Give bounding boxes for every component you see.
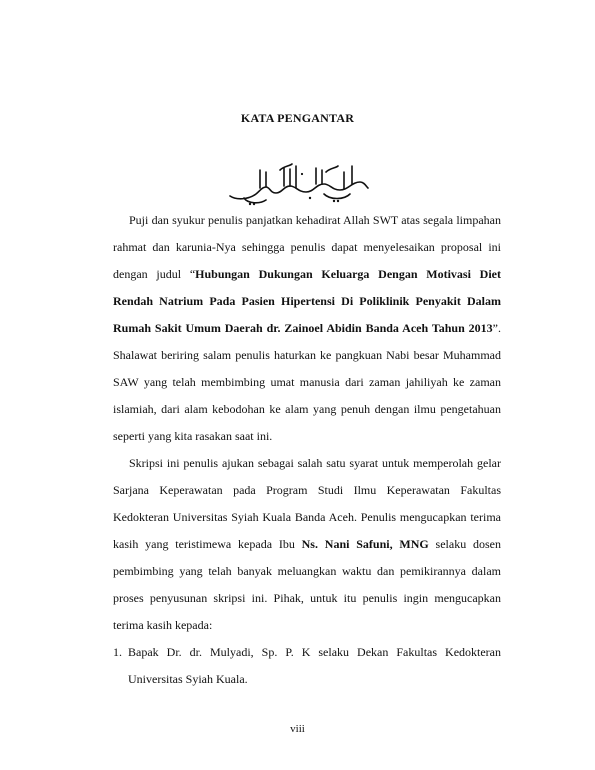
list-item	[113, 639, 501, 693]
body-text	[113, 207, 501, 693]
basmala-text: بِسْمِ اللهِ الرَّحْمٰنِ الرَّحِيْمِ	[294, 190, 304, 191]
supervisor-name: Ns. Nani Safuni, MNG	[301, 537, 429, 551]
basmala-calligraphy	[226, 160, 372, 206]
paragraph-intro	[113, 207, 501, 450]
list-item-number: 1.	[113, 645, 122, 659]
paragraph-thanks	[113, 450, 501, 639]
paragraph-thanks-text-a: Skripsi ini penulis ajukan sebagai salah satu syarat untuk memperolah gelar Sarjana Keperawatan pada Program Studi Ilmu Keperawatan Fakultas Kedokteran Universitas Syiah Kuala Banda Aceh. Penulis mengucapkan terima kasih yang teristimewa kepada Ibu	[113, 456, 501, 551]
list-item-text: Bapak Dr. dr. Mulyadi, Sp. P. K selaku Dekan Fakultas Kedokteran Universitas Syiah Kuala.	[128, 645, 501, 686]
proposal-title: Hubungan Dukungan Keluarga Dengan Motivasi Diet Rendah Natrium Pada Pasien Hipertensi Di Poliklinik Penyakit Dalam Rumah Sakit Umum Daerah dr. Zainoel Abidin Banda Aceh Tahun 2013	[113, 267, 501, 335]
page-number: viii	[290, 723, 305, 735]
paragraph-thanks-text-b: selaku dosen pembimbing yang telah banyak meluangkan waktu dan pemikirannya dalam proses penyusunan skripsi ini. Pihak, untuk itu penulis ingin mengucapkan terima kasih kepada:	[113, 537, 502, 632]
paragraph-intro-text-a: Puji dan syukur penulis panjatkan kehadirat Allah SWT atas segala limpahan rahmat dan karunia-Nya sehingga penulis dapat menyelesaikan proposal ini dengan judul “	[113, 213, 501, 281]
paragraph-intro-text-b: ”. Shalawat beriring salam penulis haturkan ke pangkuan Nabi besar Muhammad SAW yang telah membimbing umat manusia dari zaman jahiliyah ke zaman islamiah, dari alam kebodohan ke alam yang penuh dengan ilmu pengetahuan seperti yang kita rasakan saat ini.	[113, 321, 501, 443]
acknowledgement-list	[113, 639, 501, 693]
page-title: KATA PENGANTAR	[240, 111, 355, 125]
